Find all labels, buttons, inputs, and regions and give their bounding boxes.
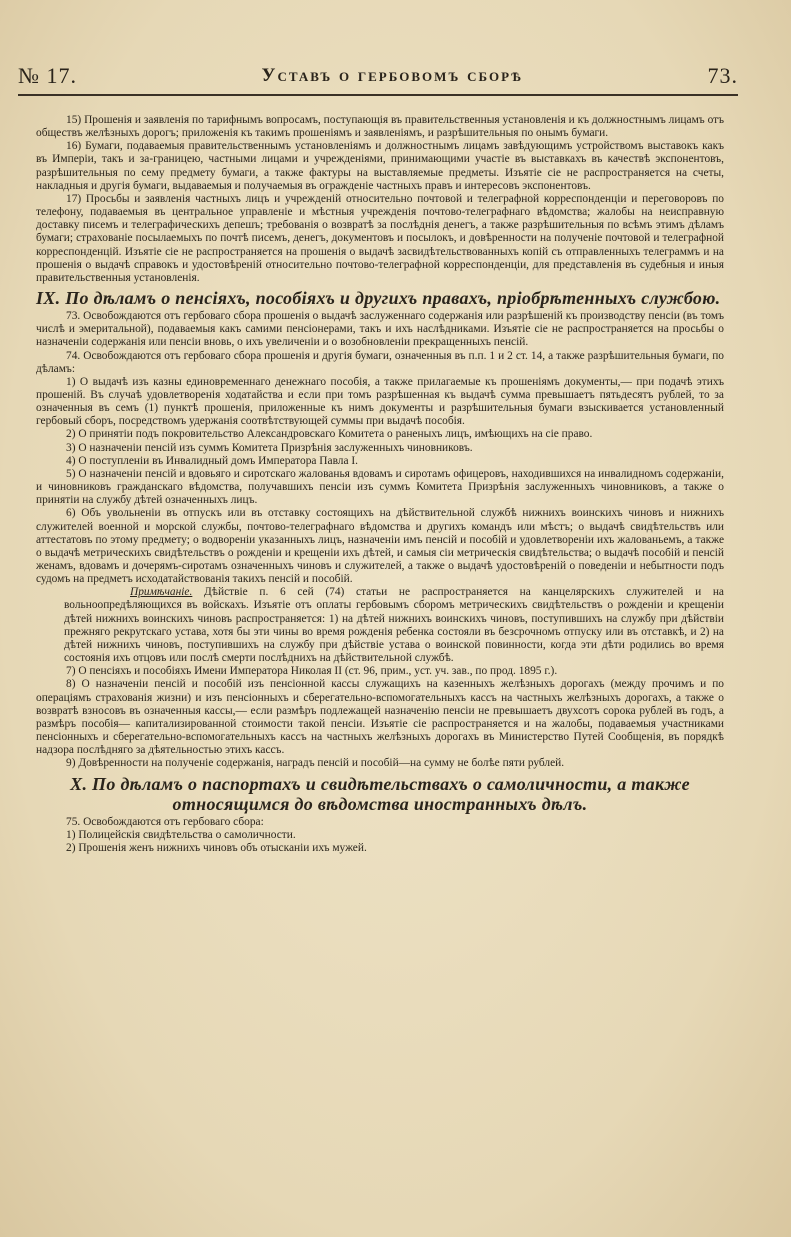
page-number: 73. xyxy=(707,63,738,88)
paragraph-item-15: 15) Прошенія и заявленія по тарифнымъ вопросамъ, поступающія въ правительственныя установленія и къ должностнымъ лицамъ отъ обществъ желѣзныхъ дорогъ; приложенія къ такимъ прошеніямъ и заявленіямъ, и разрѣшительныя по онымъ бумаги. xyxy=(36,114,724,140)
article-74-item-5: 5) О назначеніи пенсій и вдовьяго и сиротскаго жалованья вдовамъ и сиротамъ офицеровъ, находившихся на инвалидномъ содержаніи, и чиновниковъ гражданскаго вѣдомства, получавшихъ пенсіи изъ суммъ Комитета Призрѣнія заслуженныхъ чиновниковъ, а также о принятіи на службу дѣтей означенныхъ лицъ. xyxy=(36,467,724,507)
page-header xyxy=(18,62,738,90)
article-74-item-7: 7) О пенсіяхъ и пособіяхъ Имени Императора Николая II (ст. 96, прим., уст. уч. зав., по прод. 1895 г.). xyxy=(66,665,558,678)
note-text: Дѣйствіе п. 6 сей (74) статьи не распространяется на канцелярскихъ служителей и на вольноопредѣляющихся въ войскахъ. Изъятіе отъ оплаты гербовымъ сборомъ метрическихъ свидѣтельствъ о рожденіи и крещеніи дѣтей нижнихъ воинскихъ чиновъ распространяется: 1) на дѣтей нижнихъ воинскихъ чиновъ, поступившихъ на службу при дѣйствіи прежняго рекрутскаго устава, хотя бы эти чины во время рожденія ребенка состояли въ безсрочномъ отпуску или въ отставкѣ, и 2) на дѣтей нижнихъ чиновъ, поступившихъ на службу при дѣйствіе устава о воинской повинности, когда эти дѣти родились во время состоянія ихъ отцовъ или послѣ смерти послѣднихъ на дѣйствительной службѣ. xyxy=(64,586,724,665)
article-74-item-1: 1) О выдачѣ изъ казны единовременнаго денежнаго пособія, а также прилагаемые къ прошеніямъ документы,— при подачѣ этихъ прошеній. Въ случаѣ удовлетворенія ходатайства и если при томъ разрѣшенная къ выдачѣ сумма превышаетъ пятьдесятъ рублей, то за означенныя въ семъ (1) пунктѣ прошенія, приложенные къ нимъ документы и разрѣшительныя бумаги взыскивается установленный гербовый сборъ, посредствомъ удержанія соотвѣтствующей суммы при выдачѣ пособія. xyxy=(36,375,724,428)
article-74-item-4: 4) О поступленіи въ Инвалидный домъ Императора Павла I. xyxy=(66,454,359,467)
article-74: 74. Освобождаются отъ гербоваго сбора прошенія и другія бумаги, означенныя въ п.п. 1 и 2 ст. 14, а также разрѣшительныя бумаги, по дѣламъ: xyxy=(36,349,724,375)
page-body xyxy=(36,114,724,855)
article-75: 75. Освобождаются отъ гербоваго сбора: xyxy=(66,815,264,828)
article-74-item-6: 6) Объ увольненіи въ отпускъ или въ отставку состоящихъ на дѣйствительной службѣ нижнихъ воинскихъ чиновъ и нижнихъ служителей военной и морской службы, почтово-телеграфнаго вѣдомства и другихъ командъ или мѣстъ; о выдачѣ свидѣтельствъ или аттестатовъ по этому предмету; о водвореніи указанныхъ лицъ, назначеніи имъ пенсій и пособій и удовлетвореніи ихъ жалованьемъ, а также о выдачѣ метрическихъ свидѣтельствъ о рожденіи и крещеніи ихъ дѣтей, и самыя сіи метрическія свидѣтельства; о выдачѣ пособій и пенсій женамъ, вдовамъ и дочерямъ-сиротамъ означенныхъ чиновъ и служителей, а также о выдачѣ удостовѣреній о поведеніи и небытности подъ судомъ на предметъ исходатайствованія такихъ пенсій и пособій. xyxy=(36,507,724,586)
section-heading-ix: IX. По дѣламъ о пенсіяхъ, пособіяхъ и другихъ правахъ, пріобрѣтенныхъ службою. xyxy=(36,288,721,309)
article-74-item-2: 2) О принятіи подъ покровительство Александровскаго Комитета о раненыхъ лицъ, имѣющихъ на сіе право. xyxy=(66,428,593,441)
section-heading-x xyxy=(36,774,724,814)
article-73: 73. Освобождаются отъ гербоваго сбора прошенія о выдачѣ заслуженнаго содержанія или разрѣшеній къ производству пенсіи (въ томъ числѣ и эмеритальной), подаваемыя какъ самими пенсіонерами, такъ и ихъ наслѣдниками. Изъятіе сіе не распространяется на просьбы о назначеніи содержанія или пенсіи вновь, о ихъ увеличеніи и о возобновленіи прекращенныхъ пенсій. xyxy=(36,310,724,349)
article-74-item-8: 8) О назначеніи пенсій и пособій изъ пенсіонной кассы служащихъ на казенныхъ желѣзныхъ дорогахъ (между прочимъ и по операціямъ страхованія жизни) и изъ пенсіонныхъ и сберегательно-вспомогательныхъ кассъ на частныхъ желѣзныхъ дорогахъ, а также о возвратѣ взносовъ въ означенныя кассы,— если размѣръ подлежащей назначенію пенсіи не превышаетъ двухсотъ сорока рублей въ годъ, а размѣръ пособія— капитализированной стоимости такой пенсіи. Изъятіе сіе распространяется и на жалобы, подаваемыя участниками пенсіонныхъ и сберегательно-вспомогательныхъ кассъ на частныхъ желѣзныхъ дорогахъ въ Министерство Путей Сообщенія, въ порядкѣ надзора послѣдняго за дѣятельностью этихъ кассъ. xyxy=(36,678,724,757)
note-lead: Примѣчаніе. xyxy=(130,586,193,599)
article-75-item-2: 2) Прошенія женъ нижнихъ чиновъ объ отысканіи ихъ мужей. xyxy=(66,841,367,854)
article-74-item-9: 9) Довѣренности на полученіе содержанія, наградъ пенсій и пособій—на сумму не болѣе пяти рублей. xyxy=(66,757,565,770)
issue-number: № 17. xyxy=(18,63,77,88)
article-75-item-1: 1) Полицейскія свидѣтельства о самоличности. xyxy=(66,828,296,841)
paragraph-item-16: 16) Бумаги, подаваемыя правительственнымъ установленіямъ и должностнымъ лицамъ завѣдующимъ устройствомъ выставокъ какъ въ Имперіи, такъ и за-границею, частными лицами и учрежденіями, принимающими участіе въ выставкахъ въ качествѣ экспонентовъ, разрѣшительныя по сему предмету бумаги, а также фактуры на выставляемые предметы. Изъятіе сіе не распространяется на счеты, накладныя и другія бумаги, выдаваемыя и получаемыя въ огражденіе частныхъ правъ и интересовъ экспонентовъ. xyxy=(36,140,724,192)
header-rule xyxy=(18,94,738,96)
section-x-line2: относящимся до вѣдомства иностранныхъ дѣлъ. xyxy=(172,793,588,814)
note-paragraph xyxy=(36,586,724,665)
paragraph-item-17: 17) Просьбы и заявленія частныхъ лицъ и учрежденій относительно почтовой и телеграфной корреспонденціи и переговоровъ по телефону, подаваемыя въ центральное управленіе и мѣстныя учрежденія почтово-телеграфнаго вѣдомства; жалобы на неисправную доставку писемъ и телеграфическихъ депешъ; требованія о возвратѣ за послѣднія денегъ, а также разрѣшительныя по всѣмъ этимъ дѣламъ бумаги; страхованіе посылаемыхъ по почтѣ писемъ, денегъ, документовъ и посылокъ, и довѣренности на полученіе почтовой и телеграфной корреспонденцій. Изъятіе сіе не распространяется на прошенія о выдачѣ засвидѣтельствованныхъ копій съ отправленныхъ телеграммъ и на прошенія о выдачѣ справокъ и удостовѣреній относительно почтово-телеграфной корреспонденціи, для представленія въ судебныя и иныя правительственныя установленія. xyxy=(36,192,724,284)
article-74-item-3: 3) О назначеніи пенсій изъ суммъ Комитета Призрѣнія заслуженныхъ чиновниковъ. xyxy=(66,441,473,454)
running-title: Уставъ о гербовомъ сборѣ xyxy=(261,65,523,86)
section-x-line1: X. По дѣламъ о паспортахъ и свидѣтельствахъ о самоличности, а также xyxy=(70,773,690,794)
